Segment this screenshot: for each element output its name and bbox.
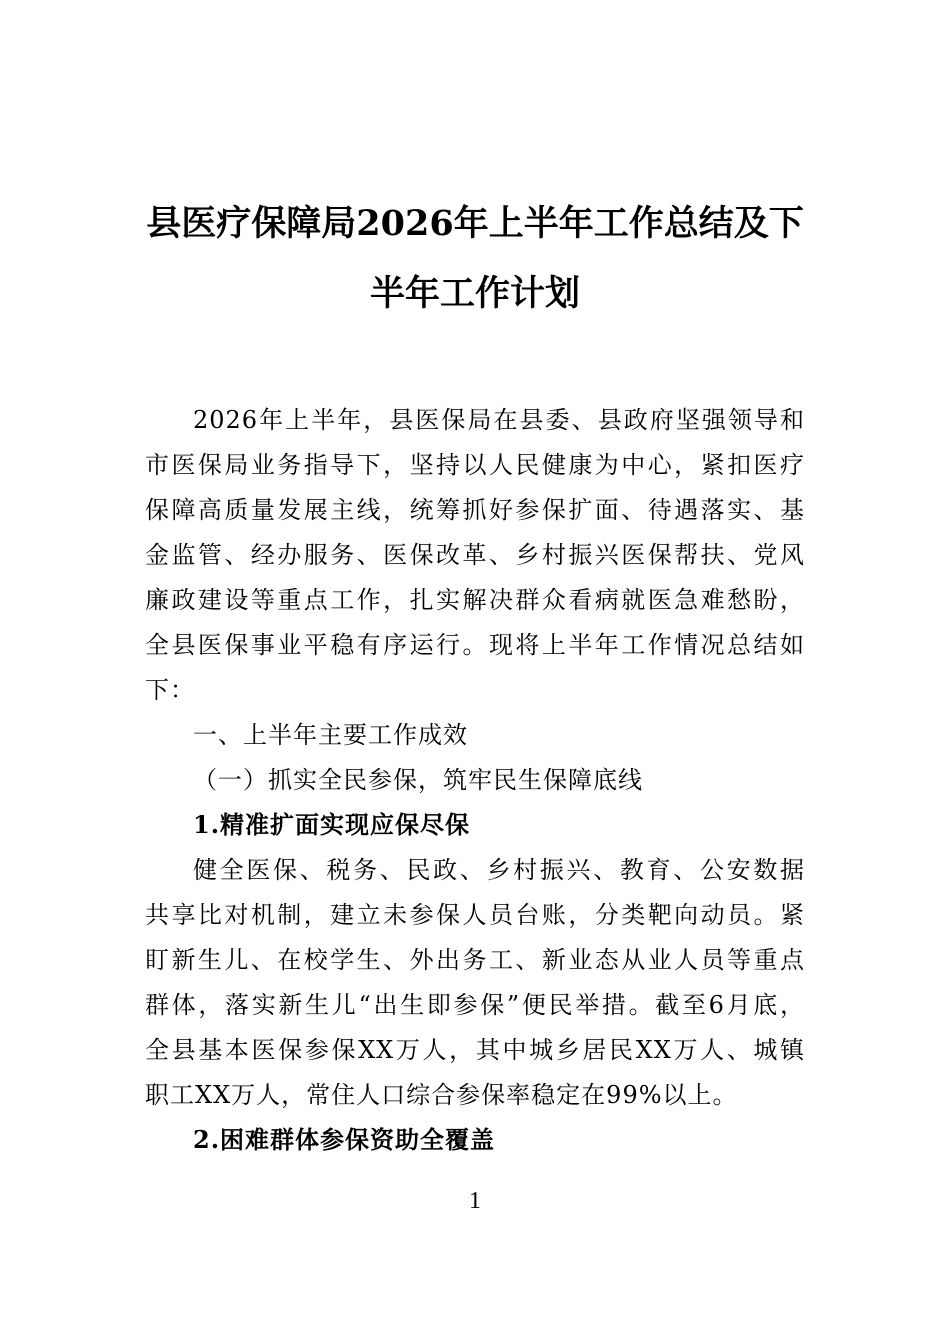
- subsection-heading: （一）抓实全民参保，筑牢民生保障底线: [193, 766, 643, 794]
- item-paragraph-line: 全县基本医保参保XX万人，其中城乡居民XX万人、城镇: [145, 1036, 805, 1064]
- intro-paragraph-line: 廉政建设等重点工作，扎实解决群众看病就医急难愁盼，: [145, 586, 805, 614]
- intro-paragraph-line: 下：: [145, 676, 195, 704]
- intro-paragraph-line: 2026年上半年，县医保局在县委、县政府坚强领导和: [193, 406, 805, 434]
- document-title-line-1: 县医疗保障局2026年上半年工作总结及下: [146, 203, 804, 244]
- item-heading: 2.困难群体参保资助全覆盖: [193, 1125, 496, 1154]
- intro-paragraph-line: 市医保局业务指导下，坚持以人民健康为中心，紧扣医疗: [145, 451, 805, 479]
- item-heading: 1.精准扩面实现应保尽保: [193, 810, 471, 839]
- document-title-line-2: 半年工作计划: [369, 273, 580, 314]
- intro-paragraph-line: 保障高质量发展主线，统筹抓好参保扩面、待遇落实、基: [145, 496, 805, 524]
- item-paragraph-line: 职工XX万人，常住人口综合参保率稳定在99%以上。: [145, 1081, 738, 1109]
- item-paragraph-line: 健全医保、税务、民政、乡村振兴、教育、公安数据: [193, 856, 805, 884]
- intro-paragraph-line: 金监管、经办服务、医保改革、乡村振兴医保帮扶、党风: [145, 541, 805, 569]
- item-paragraph-line: 盯新生儿、在校学生、外出务工、新业态从业人员等重点: [145, 946, 805, 974]
- section-heading: 一、上半年主要工作成效: [193, 721, 468, 749]
- item-paragraph-line: 共享比对机制，建立未参保人员台账，分类靶向动员。紧: [145, 901, 805, 929]
- item-paragraph-line: 群体，落实新生儿“出生即参保”便民举措。截至6月底，: [145, 991, 805, 1019]
- intro-paragraph-line: 全县医保事业平稳有序运行。现将上半年工作情况总结如: [145, 631, 805, 659]
- page-number: 1: [469, 1188, 481, 1214]
